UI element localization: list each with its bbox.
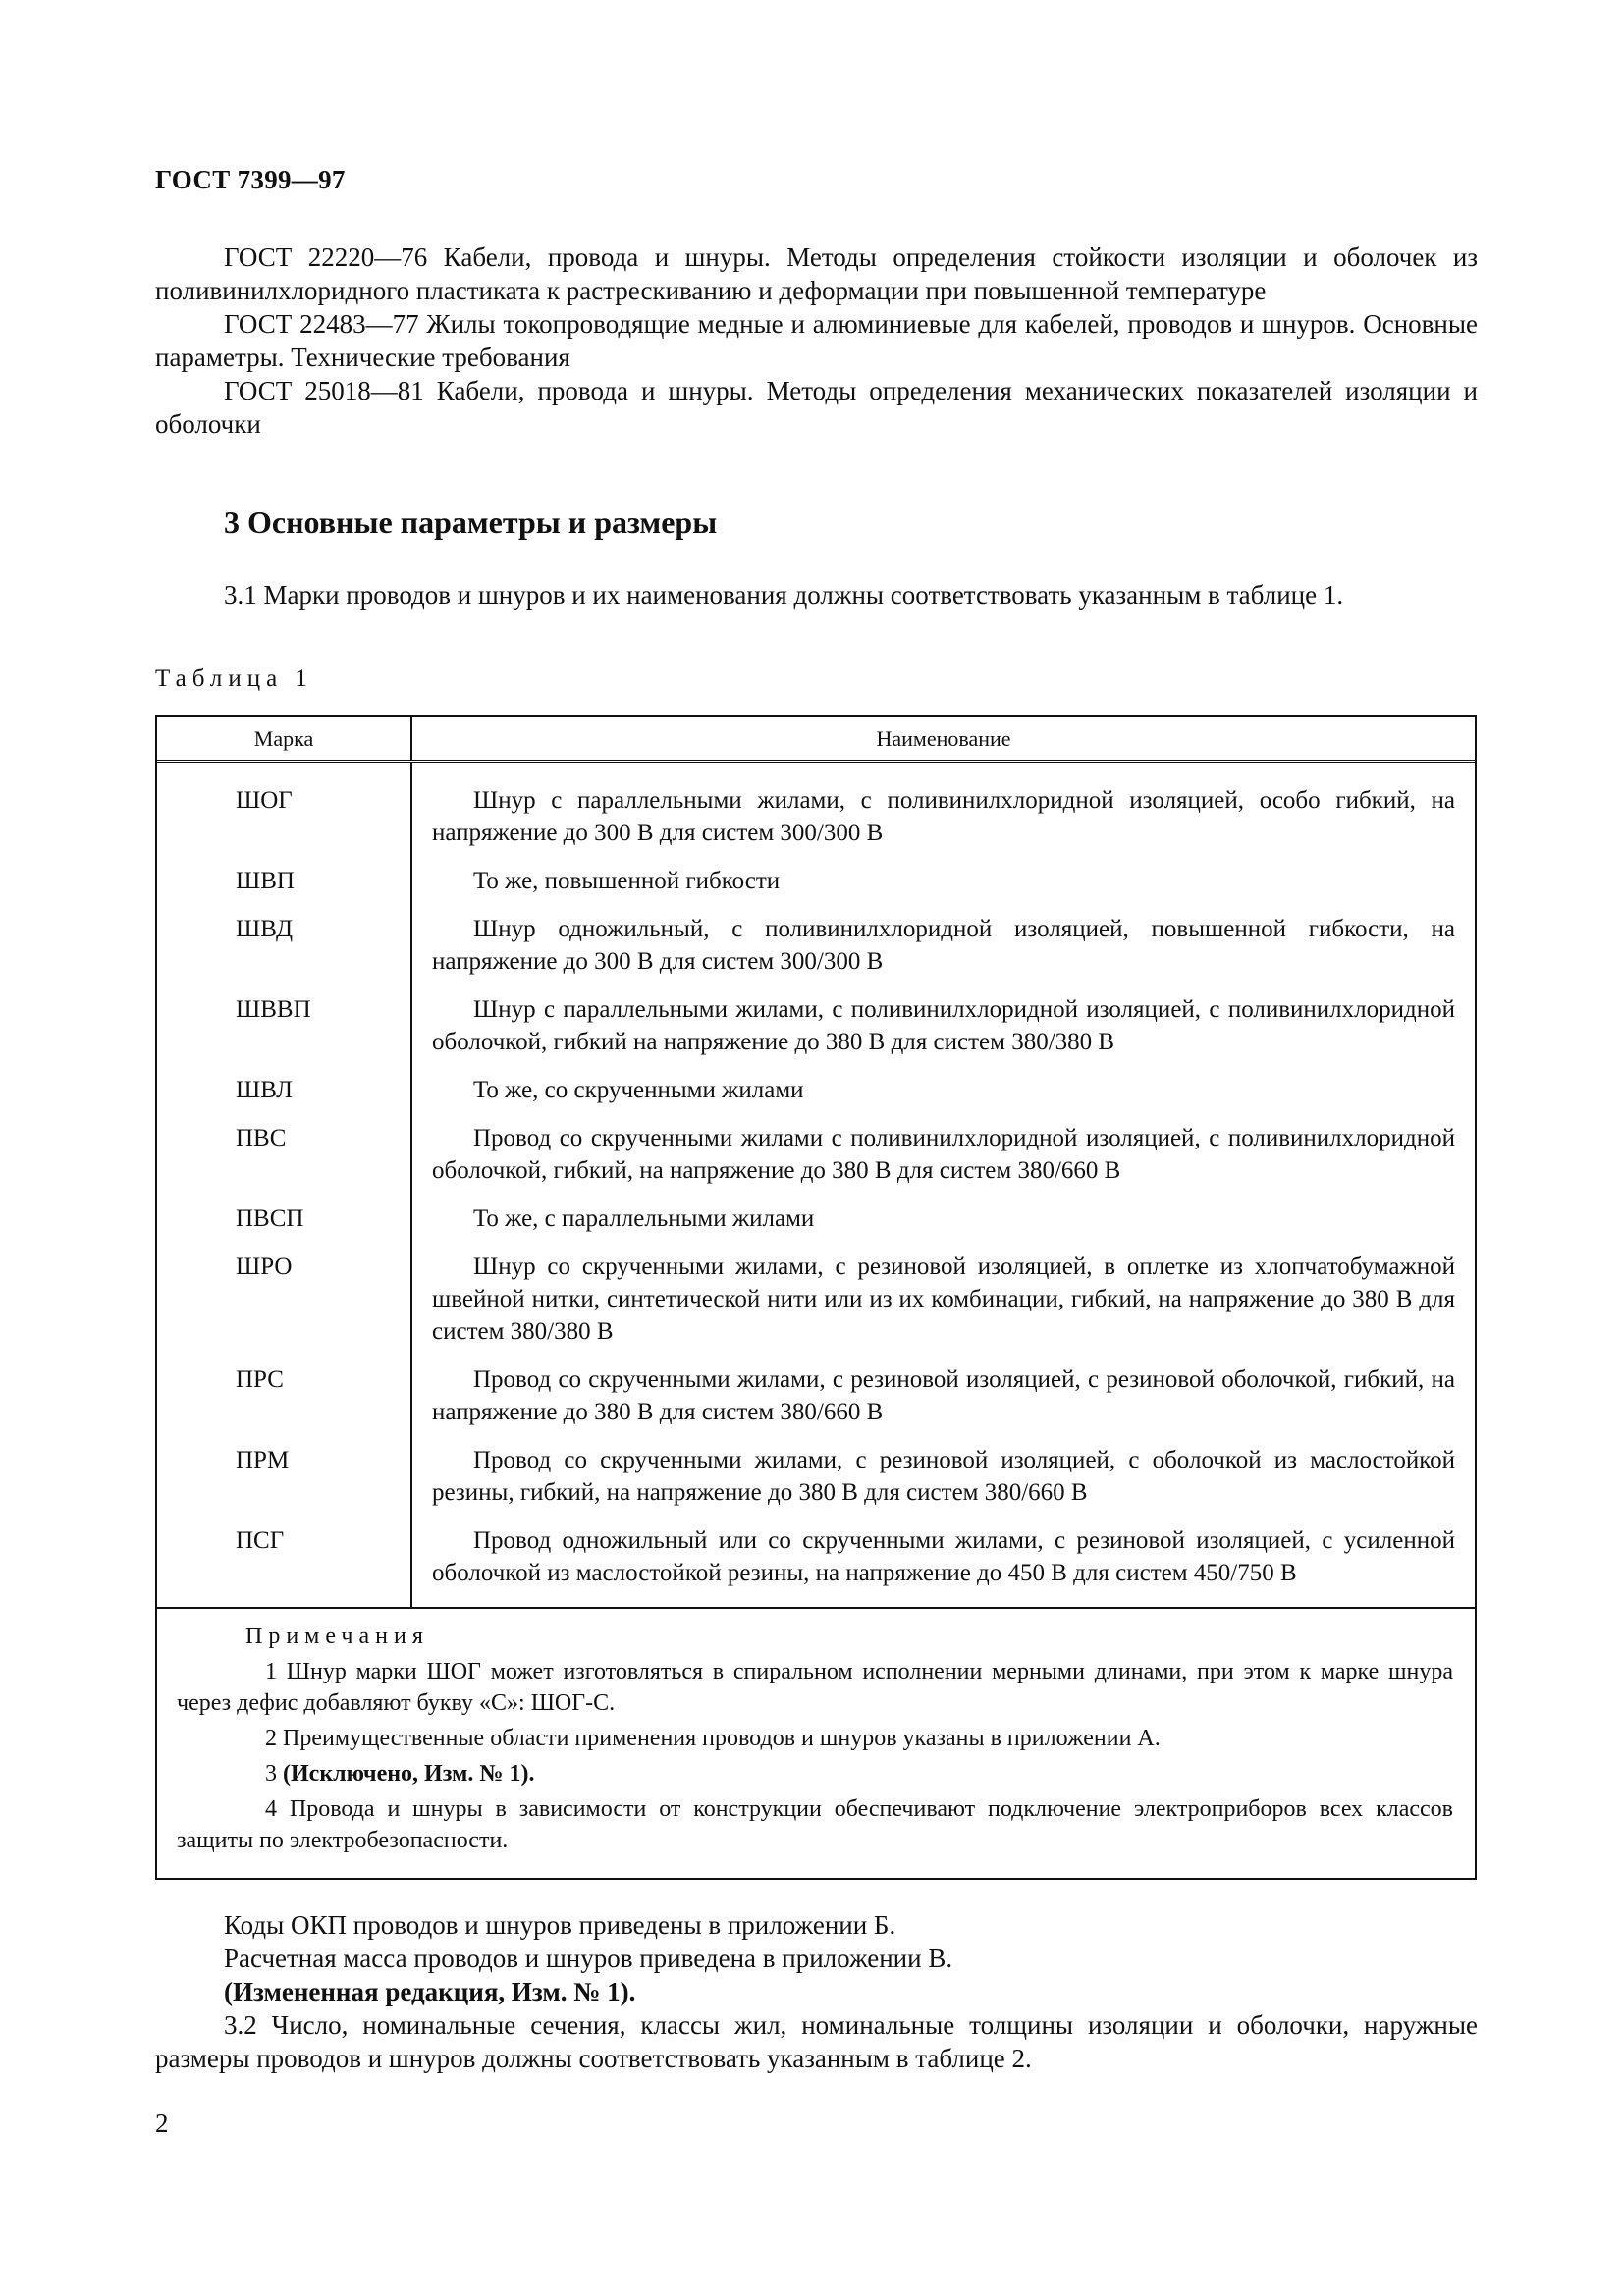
cell-mark: ПВС (157, 1110, 411, 1191)
cell-name-text: То же, со скрученными жилами (473, 1077, 804, 1103)
note-4: 4 Провода и шнуры в зависимости от конструкции обеспечивают подключение электроприборов всех классов защиты по электробезопасности. (177, 1796, 1453, 1853)
cell-mark: ПРС (157, 1352, 411, 1432)
table-row (157, 1352, 1475, 1432)
table-notes (157, 1607, 1475, 1878)
table-row (157, 1062, 1475, 1110)
table-row (157, 1432, 1475, 1513)
paragraph-3-2: 3.2 Число, номинальные сечения, классы жил, номинальные толщины изоляции и оболочки, наружные размеры проводов и шнуров должны соответствовать указанным в таблице 2. (155, 2010, 1478, 2073)
cell-name (411, 1352, 1475, 1432)
cell-name-text: То же, с параллельными жилами (473, 1205, 815, 1232)
cell-name-text: Провод одножильный или со скрученными жилами, с резиновой изоляцией, с усиленной оболочкой из маслостойкой резины, на напряжение до 450 В для систем 450/750 В (432, 1527, 1455, 1586)
okp-codes-line: Коды ОКП проводов и шнуров приведены в приложении Б. (224, 1910, 896, 1940)
column-header-mark: Марка (157, 717, 411, 762)
cell-name-text: Провод со скрученными жилами, с резиновой изоляцией, с оболочкой из маслостойкой резины, гибкий, на напряжение до 380 В для систем 380/660 В (432, 1447, 1455, 1506)
cell-name (411, 1513, 1475, 1607)
cell-name-text: Шнур с параллельными жилами, с поливинилхлоридной изоляцией, особо гибкий, на напряжение до 300 В для систем 300/300 В (432, 787, 1455, 846)
cell-name-text: Шнур с параллельными жилами, с поливинилхлоридной изоляцией, с поливинилхлоридной оболочкой, гибкий на напряжение до 380 В для систем 380/380 В (432, 996, 1455, 1055)
cell-name (411, 1110, 1475, 1191)
table-header-row (157, 717, 1475, 762)
table-row (157, 762, 1475, 854)
amendment-line: (Измененная редакция, Изм. № 1). (224, 1977, 636, 2006)
table-caption: Таблица 1 (155, 666, 313, 692)
table-row (157, 982, 1475, 1062)
mass-line: Расчетная масса проводов и шнуров приведена в приложении В. (224, 1944, 953, 1973)
table-row (157, 1110, 1475, 1191)
cell-mark: ШВД (157, 901, 411, 982)
table-row (157, 1191, 1475, 1239)
table-row (157, 1513, 1475, 1607)
after-table-text (155, 1908, 1478, 2075)
table-row (157, 1239, 1475, 1352)
cell-name (411, 1062, 1475, 1110)
reference-item: ГОСТ 22483—77 Жилы токопроводящие медные и алюминиевые для кабелей, проводов и шнуров. Основные параметры. Технические требования (155, 309, 1478, 372)
table-1-body (157, 717, 1475, 1607)
references-list (155, 240, 1478, 441)
table-row (157, 853, 1475, 901)
note-1: 1 Шнур марки ШОГ может изготовляться в спиральном исполнении мерными длинами, при этом к марке шнура через дефис добавляют букву «С»: ШОГ-С. (177, 1659, 1453, 1716)
table-1 (155, 715, 1477, 1880)
section-title: 3 Основные параметры и размеры (224, 505, 718, 540)
paragraph-3-1: 3.1 Марки проводов и шнуров и их наименования должны соответствовать указанным в таблице 1. (224, 580, 1344, 610)
document-header-code: ГОСТ 7399—97 (155, 165, 346, 194)
cell-mark: ПРМ (157, 1432, 411, 1513)
notes-title: Примечания (245, 1624, 429, 1649)
cell-name (411, 1239, 1475, 1352)
note-3-text: (Исключено, Изм. № 1). (283, 1761, 535, 1787)
note-2: 2 Преимущественные области применения проводов и шнуров указаны в приложении А. (265, 1726, 1161, 1751)
reference-item: ГОСТ 22220—76 Кабели, провода и шнуры. Методы определения стойкости изоляции и оболочек из поливинилхлоридного пластиката к растрескиванию и деформации при повышенной температуре (155, 242, 1478, 305)
column-header-name: Наименование (411, 717, 1475, 762)
cell-mark: ШОГ (157, 762, 411, 854)
cell-name-text: Шнур одножильный, с поливинилхлоридной изоляцией, повышенной гибкости, на напряжение до 300 В для систем 300/300 В (432, 916, 1455, 975)
note-3-number: 3 (265, 1761, 277, 1787)
cell-mark: ШВВП (157, 982, 411, 1062)
note-3 (177, 1758, 1453, 1789)
cell-name (411, 982, 1475, 1062)
cell-name-text: То же, повышенной гибкости (473, 868, 781, 894)
cell-name-text: Провод со скрученными жилами, с резиновой изоляцией, с резиновой оболочкой, гибкий, на напряжение до 380 В для систем 380/660 В (432, 1366, 1455, 1425)
reference-item: ГОСТ 25018—81 Кабели, провода и шнуры. Методы определения механических показателей изоляции и оболочки (155, 376, 1478, 439)
cell-mark: ПВСП (157, 1191, 411, 1239)
page-number: 2 (155, 2109, 169, 2138)
cell-mark: ШВП (157, 853, 411, 901)
table-row (157, 901, 1475, 982)
cell-mark: ШВЛ (157, 1062, 411, 1110)
cell-name (411, 1191, 1475, 1239)
cell-name (411, 853, 1475, 901)
cell-mark: ШРО (157, 1239, 411, 1352)
cell-name (411, 901, 1475, 982)
cell-name-text: Провод со скрученными жилами с поливинилхлоридной изоляцией, с поливинилхлоридной оболочкой, гибкий, на напряжение до 380 В для систем 380/660 В (432, 1125, 1455, 1184)
cell-name (411, 1432, 1475, 1513)
cell-mark: ПСГ (157, 1513, 411, 1607)
cell-name (411, 762, 1475, 854)
cell-name-text: Шнур со скрученными жилами, с резиновой изоляцией, в оплетке из хлопчатобумажной швейной нитки, синтетической нити или из их комбинации, гибкий, на напряжение до 380 В для систем 380/380 В (432, 1254, 1455, 1345)
